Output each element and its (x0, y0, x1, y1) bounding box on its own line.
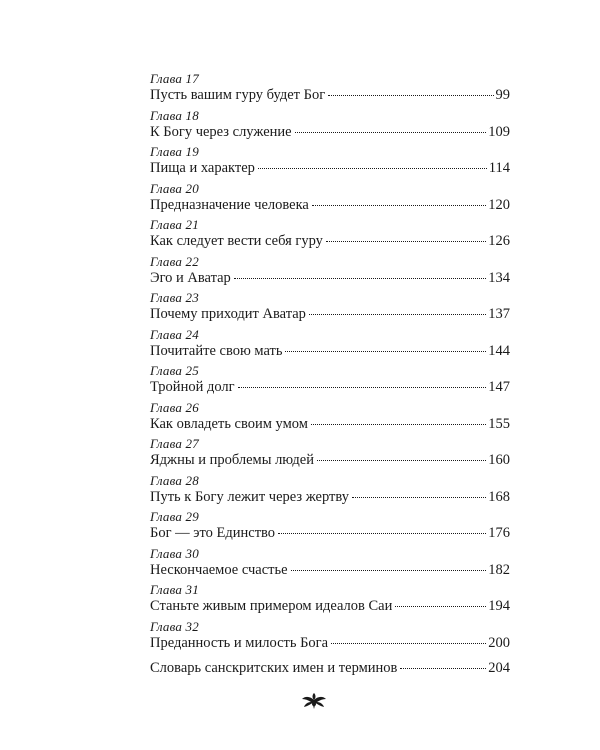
glossary-entry[interactable] (150, 659, 510, 677)
toc-entry[interactable] (150, 399, 510, 436)
page-number: 160 (488, 452, 510, 468)
chapter-title: Яджны и проблемы людей (150, 452, 314, 468)
toc-entry[interactable] (150, 70, 510, 107)
chapter-title: Станьте живым примером идеалов Саи (150, 598, 393, 614)
dot-leader (258, 168, 487, 169)
page-number: 144 (488, 342, 510, 359)
chapter-label: Глава 26 (150, 399, 199, 415)
page-number: 194 (488, 598, 510, 614)
chapter-label: Глава 29 (150, 509, 199, 524)
page-number: 99 (495, 87, 510, 103)
toc-entry[interactable] (150, 362, 510, 399)
chapter-title: Как следует вести себя гуру (150, 233, 323, 249)
chapter-label: Глава 23 (150, 290, 199, 305)
page-number: 147 (488, 379, 510, 395)
chapter-title: Эго и Аватар (150, 269, 231, 286)
toc-entry[interactable] (150, 180, 510, 217)
page-number: 114 (488, 160, 510, 176)
table-of-contents (150, 70, 510, 654)
floral-ornament-icon (300, 690, 328, 710)
chapter-title: Предназначение человека (150, 196, 309, 213)
toc-entry[interactable] (150, 143, 510, 180)
chapter-title: Почитайте свою мать (150, 342, 283, 359)
chapter-title: Почему приходит Аватар (150, 306, 306, 322)
dot-leader (309, 314, 486, 315)
page-number: 109 (488, 123, 510, 140)
dot-leader (400, 668, 486, 669)
dot-leader (278, 533, 486, 534)
toc-entry[interactable] (150, 435, 510, 472)
chapter-title: К Богу через служение (150, 123, 292, 140)
page-number: 126 (488, 233, 510, 249)
page-number: 137 (488, 306, 510, 322)
chapter-label: Глава 19 (150, 144, 199, 159)
glossary-title: Словарь санскритских имен и терминов (150, 660, 398, 676)
dot-leader (317, 460, 486, 461)
chapter-label: Глава 25 (150, 363, 199, 378)
toc-entry[interactable] (150, 508, 510, 545)
chapter-title: Как овладеть своим умом (150, 415, 308, 432)
chapter-label: Глава 24 (150, 326, 199, 342)
dot-leader (234, 278, 486, 279)
dot-leader (328, 95, 493, 96)
page-number: 182 (488, 561, 510, 578)
chapter-label: Глава 31 (150, 582, 199, 597)
chapter-title: Путь к Богу лежит через жертву (150, 488, 349, 505)
chapter-label: Глава 21 (150, 217, 199, 232)
page-number: 168 (488, 488, 510, 505)
page-number: 155 (488, 415, 510, 432)
chapter-title: Пища и характер (150, 160, 255, 176)
toc-entry[interactable] (150, 581, 510, 618)
toc-entry[interactable] (150, 545, 510, 582)
chapter-title: Бог — это Единство (150, 525, 276, 541)
dot-leader (331, 643, 486, 644)
dot-leader (285, 351, 486, 352)
chapter-label: Глава 32 (150, 618, 199, 634)
page-number: 204 (488, 660, 510, 676)
dot-leader (291, 570, 487, 571)
page-number: 120 (488, 196, 510, 213)
chapter-title: Тройной долг (150, 379, 235, 395)
chapter-label: Глава 17 (150, 71, 199, 86)
dot-leader (238, 387, 487, 388)
page-number: 176 (488, 525, 510, 541)
toc-entry[interactable] (150, 107, 510, 144)
chapter-label: Глава 20 (150, 180, 199, 196)
dot-leader (326, 241, 486, 242)
toc-entry[interactable] (150, 618, 510, 655)
toc-entry[interactable] (150, 472, 510, 509)
toc-entry[interactable] (150, 326, 510, 363)
chapter-title: Нескончаемое счастье (150, 561, 288, 578)
chapter-title: Пусть вашим гуру будет Бог (150, 87, 326, 103)
chapter-title: Преданность и милость Бога (150, 634, 329, 651)
dot-leader (312, 205, 486, 206)
toc-entry[interactable] (150, 289, 510, 326)
dot-leader (311, 424, 486, 425)
chapter-label: Глава 30 (150, 545, 199, 561)
toc-entry[interactable] (150, 253, 510, 290)
dot-leader (352, 497, 486, 498)
chapter-label: Глава 27 (150, 436, 199, 451)
chapter-label: Глава 22 (150, 253, 199, 269)
dot-leader (395, 606, 486, 607)
chapter-label: Глава 28 (150, 472, 199, 488)
toc-entry[interactable] (150, 216, 510, 253)
page-number: 200 (488, 634, 510, 651)
chapter-label: Глава 18 (150, 107, 199, 123)
dot-leader (295, 132, 487, 133)
page-number: 134 (488, 269, 510, 286)
